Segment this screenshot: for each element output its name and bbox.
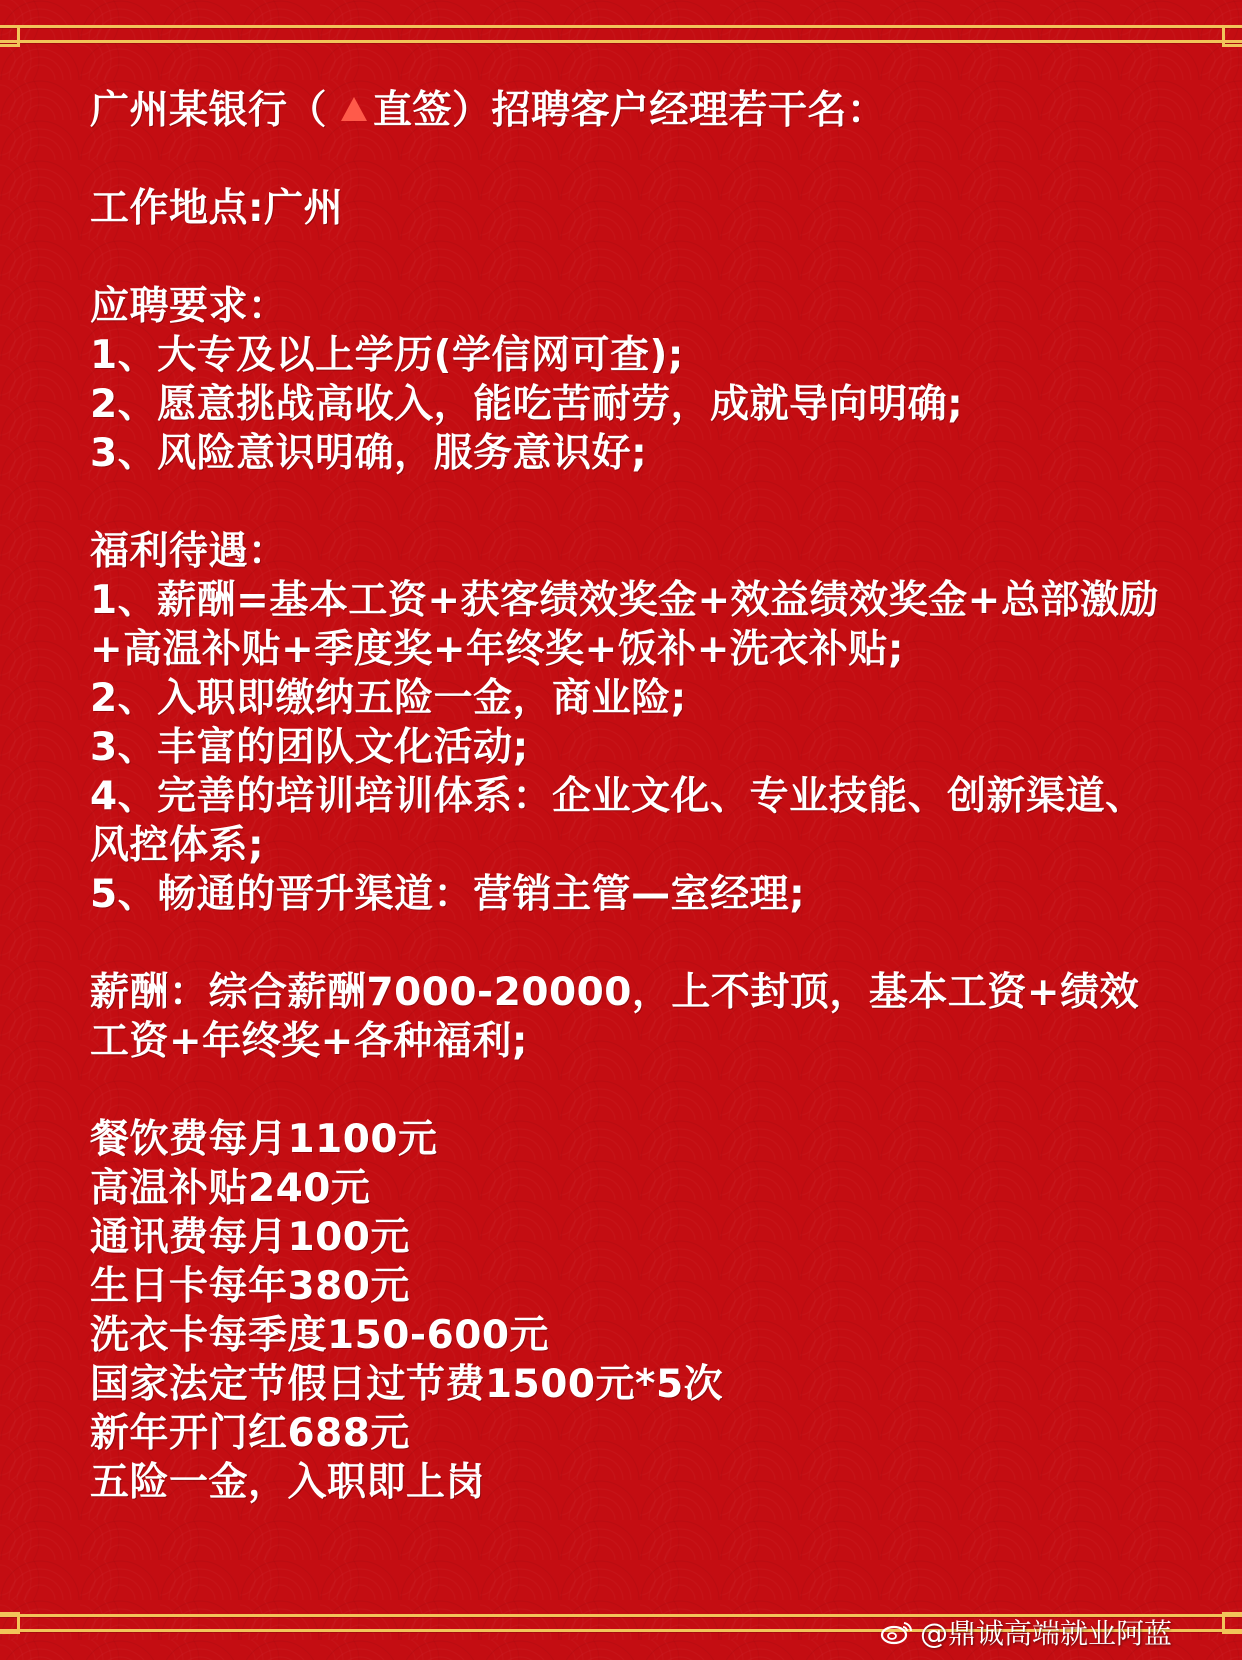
benefits-heading: 福利待遇：	[90, 529, 288, 574]
job-posting	[90, 86, 1170, 1507]
perk-item: 通讯费每月100元	[90, 1215, 410, 1260]
work-location: 工作地点:广州	[90, 186, 344, 231]
perk-item: 五险一金，入职即上岗	[90, 1460, 486, 1505]
benefit-item: 2、入职即缴纳五险一金，商业险;	[90, 676, 687, 721]
requirement-item: 3、风险意识明确，服务意识好;	[90, 431, 648, 476]
salary-summary: 薪酬：综合薪酬7000-20000，上不封顶，基本工资+绩效工资+年终奖+各种福利;	[90, 970, 1140, 1064]
title-prefix: 广州某银行（	[90, 88, 328, 133]
title-suffix: 直签）招聘客户经理若干名：	[373, 88, 887, 133]
spacer	[90, 135, 1170, 184]
corner-ornament-bottom-right	[1222, 1612, 1242, 1634]
top-border-line	[0, 25, 1242, 28]
watermark-text: @鼎诚高端就业阿蓝	[920, 1617, 1173, 1650]
posting-title	[90, 86, 1170, 135]
spacer	[90, 478, 1170, 527]
watermark	[880, 1612, 1172, 1652]
benefit-item: 3、丰富的团队文化活动;	[90, 725, 529, 770]
benefit-item: 1、薪酬=基本工资+获客绩效奖金+效益绩效奖金+总部激励+高温补贴+季度奖+年终奖+饭补+洗衣补贴;	[90, 578, 1159, 672]
top-border-line-inner	[0, 40, 1242, 43]
perk-item: 餐饮费每月1100元	[90, 1117, 438, 1162]
benefit-item: 4、完善的培训培训体系：企业文化、专业技能、创新渠道、风控体系;	[90, 774, 1145, 868]
requirements-heading: 应聘要求：	[90, 284, 288, 329]
requirement-item: 2、愿意挑战高收入，能吃苦耐劳，成就导向明确;	[90, 382, 964, 427]
benefit-item: 5、畅通的晋升渠道：营销主管—室经理;	[90, 872, 806, 917]
weibo-icon	[880, 1619, 914, 1645]
perk-item: 洗衣卡每季度150-600元	[90, 1313, 550, 1358]
corner-ornament-top-left	[0, 25, 20, 47]
corner-ornament-bottom-left	[0, 1612, 20, 1634]
perk-item: 新年开门红688元	[90, 1411, 410, 1456]
warning-triangle-icon	[341, 97, 367, 121]
requirement-item: 1、大专及以上学历(学信网可查);	[90, 333, 684, 378]
spacer	[90, 919, 1170, 968]
perk-item: 生日卡每年380元	[90, 1264, 410, 1309]
spacer	[90, 233, 1170, 282]
perk-item: 高温补贴240元	[90, 1166, 371, 1211]
perk-item: 国家法定节假日过节费1500元*5次	[90, 1362, 724, 1407]
spacer	[90, 1066, 1170, 1115]
corner-ornament-top-right	[1222, 25, 1242, 47]
